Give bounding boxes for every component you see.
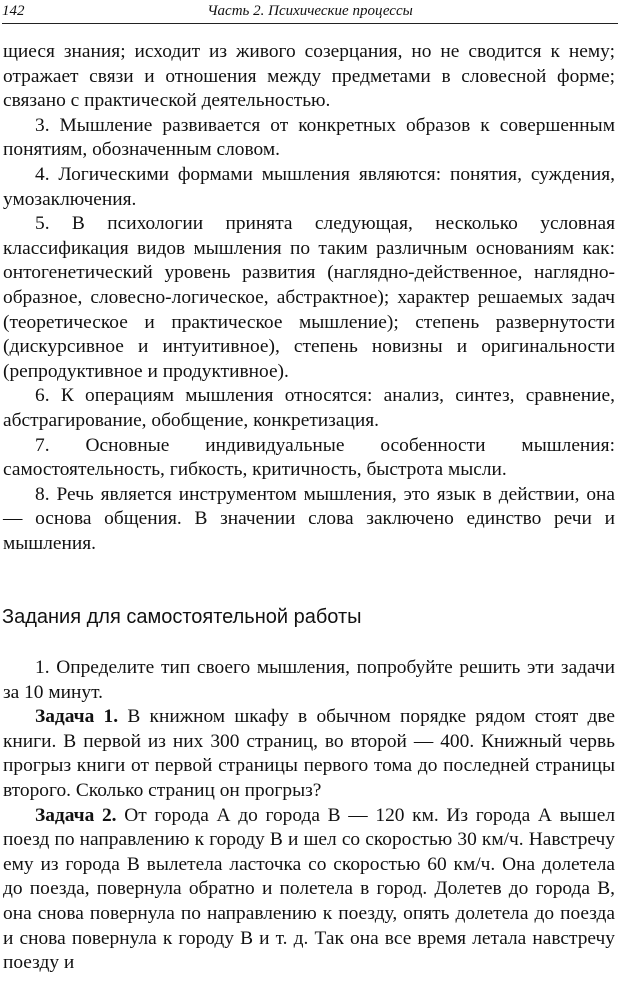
intro-paragraph: 1. Определите тип своего мышления, попробуйте решить эти задачи за 10 минут.	[3, 657, 615, 703]
task-1-label: Задача 1.	[35, 706, 119, 728]
list-item-7: 7. Основные индивидуальные особенности мышления: самостоятельность, гибкость, критичность, быстрота мысли.	[3, 434, 615, 481]
list-item-6: 6. К операциям мышления относятся: анализ, синтез, сравнение, абстрагирование, обобщение, конкретизация.	[3, 385, 615, 431]
task-1-paragraph	[3, 705, 615, 803]
list-item-3: 3. Мышление развивается от конкретных образов к совершенным понятиям, обозначенным словом.	[3, 114, 615, 161]
page-header	[2, 0, 618, 26]
list-item-8: 8. Речь является инструментом мышления, это язык в действии, она — основа общения. В значении слова заключено единство речи и мышления.	[3, 483, 615, 554]
list-item-4: 4. Логическими формами мышления являются: понятия, суждения, умозаключения.	[3, 163, 615, 210]
section-heading: Задания для самостоятельной работы	[2, 606, 362, 628]
task-2-text: От города А до города В — 120 км. Из города А вышел поезд по направлению к городу В и шел со скоростью 30 км/ч. Навстречу ему из города В вылетела ласточка со скоростью 60 км/ч. Она долетела до поезда, повернула обратно и полетела в город. Долетев до города В, она снова повернула по направлению к поезду, опять долетела до поезда и снова повернула к городу В и т. д. Так она все время летала навстречу поезду и	[3, 804, 615, 974]
running-title: Часть 2. Психические процессы	[207, 3, 413, 19]
tasks-text-block	[3, 656, 615, 976]
header-rule	[2, 23, 618, 24]
page-number: 142	[2, 3, 25, 19]
upper-text-block	[3, 40, 615, 556]
continuation-paragraph: щиеся знания; исходит из живого созерцания, но не сводится к нему; отражает связи и отношения между предметами в словесной форме; связано с практической деятельностью.	[3, 41, 615, 112]
task-2-label: Задача 2.	[35, 804, 117, 826]
task-1-text: В книжном шкафу в обычном порядке рядом стоят две книги. В первой из них 300 страниц, во второй — 400. Книжный червь прогрыз книги от первой страницы первого тома до последней страницы второго. Сколько страниц он прогрыз?	[3, 706, 615, 801]
task-2-paragraph	[3, 804, 615, 976]
list-item-5: 5. В психологии принята следующая, несколько условная классификация видов мышления по таким различным основаниям как: онтогенетический уровень развития (наглядно-действенное, наглядно-образное, словесно-логическое, абстрактное); характер решаемых задач (теоретическое и практическое мышление); степень развернутости (дискурсивное и интуитивное), степень новизны и оригинальности (репродуктивное и продуктивное).	[3, 213, 615, 382]
